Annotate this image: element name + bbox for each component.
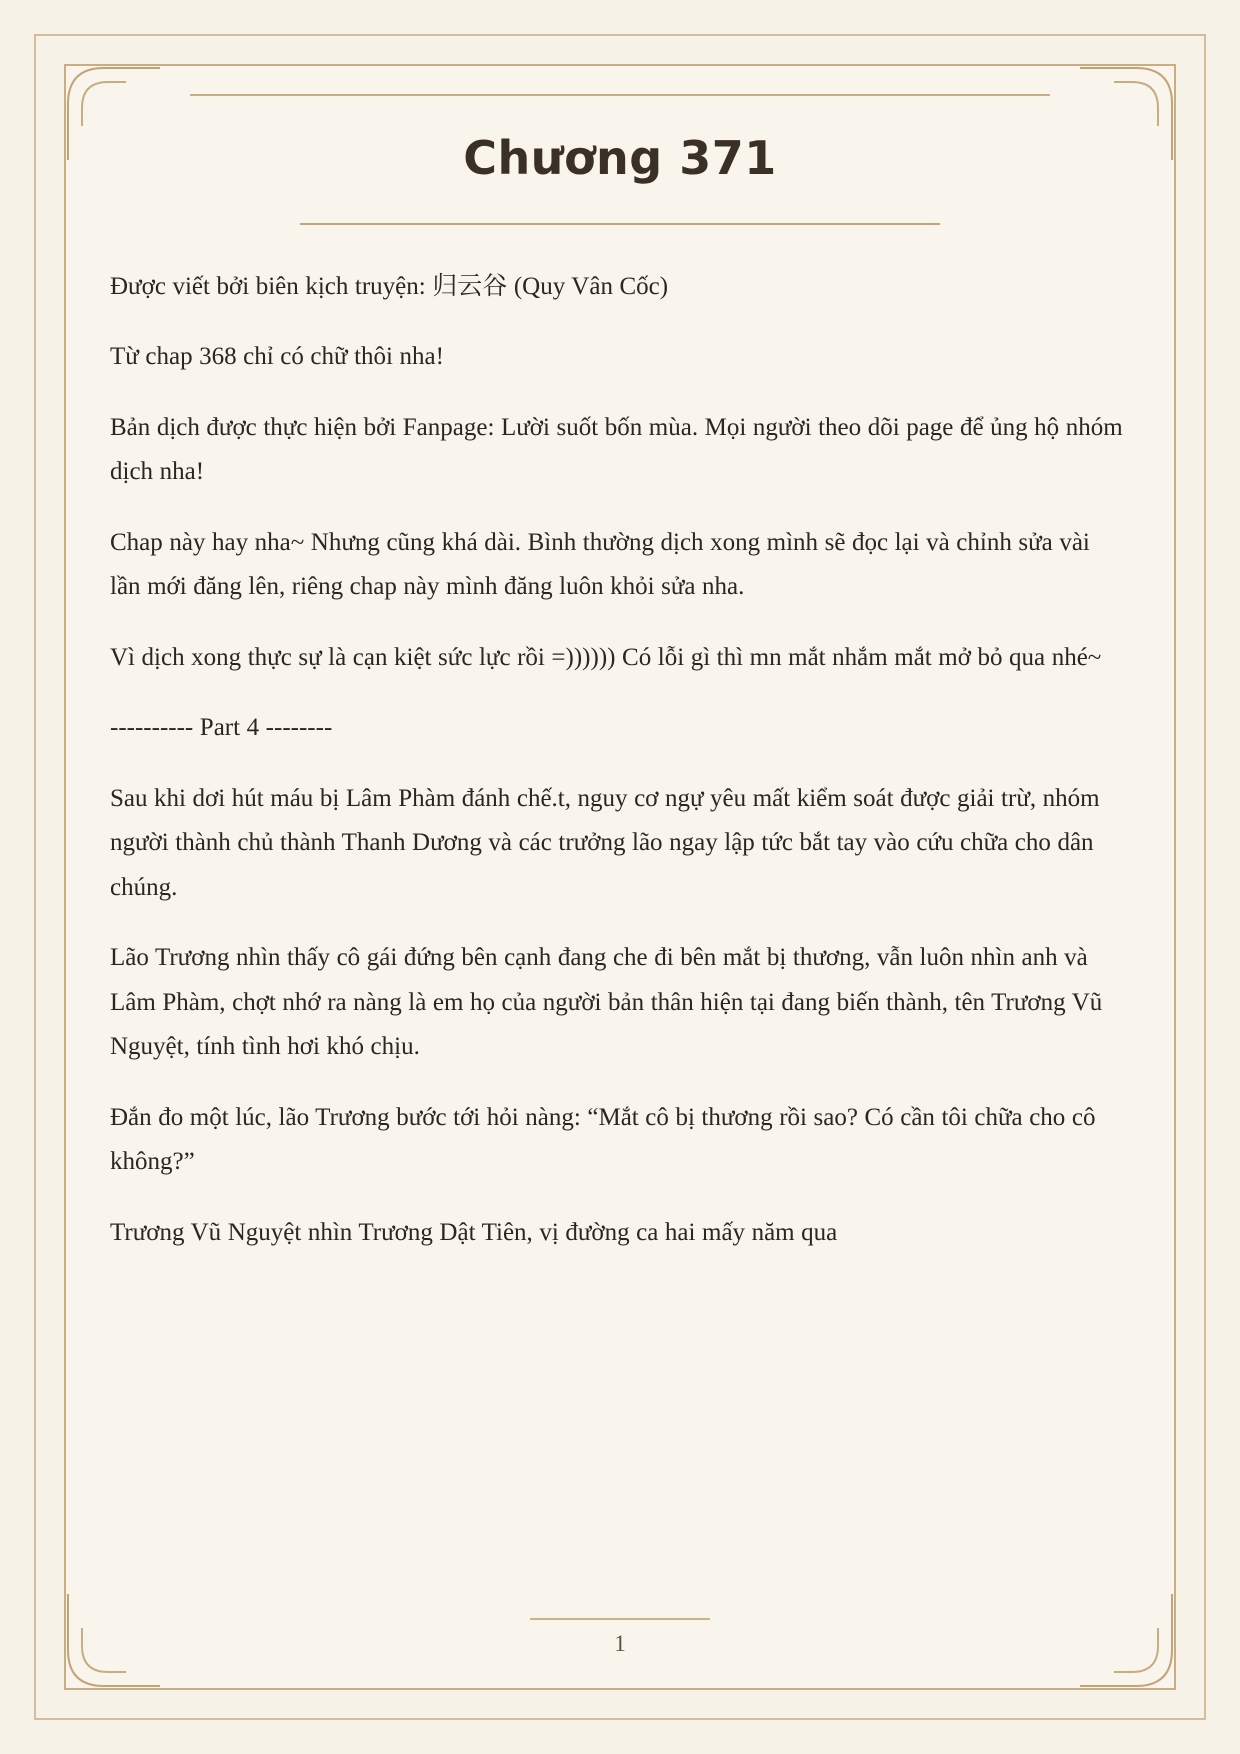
paragraph-note-textonly: Từ chap 368 chỉ có chữ thôi nha! bbox=[110, 343, 444, 371]
footer-rule bbox=[530, 1618, 710, 1620]
paragraph-apology: Vì dịch xong thực sự là cạn kiệt sức lực rồi =)))))) Có lỗi gì thì mn mắt nhắm mắt mở bỏ qua nhé~ bbox=[110, 643, 1102, 671]
header-rule bbox=[190, 94, 1050, 96]
page-title: Chương 371 bbox=[463, 131, 777, 185]
paragraph-credit: Được viết bởi biên kịch truyện: 归云谷 (Quy Vân Cốc) bbox=[110, 272, 669, 300]
page-footer bbox=[108, 1618, 1132, 1658]
part-separator: ---------- Part 4 -------- bbox=[110, 714, 333, 742]
paragraph-story-2: Lão Trương nhìn thấy cô gái đứng bên cạnh đang che đi bên mắt bị thương, vẫn luôn nhìn anh và Lâm Phàm, chợt nhớ ra nàng là em họ của người bản thân hiện tại đang biến thành, tên Trương Vũ Nguyệt, tính tình hơi khó chịu. bbox=[110, 944, 1103, 1061]
paragraph-fanpage: Bản dịch được thực hiện bởi Fanpage: Lười suốt bốn mùa. Mọi người theo dõi page để ủng hộ nhóm dịch nha! bbox=[110, 413, 1123, 486]
title-underline-rule bbox=[300, 223, 940, 225]
paragraph-story-1: Sau khi dơi hút máu bị Lâm Phàm đánh chế.t, nguy cơ ngự yêu mất kiểm soát được giải trừ, nhóm người thành chủ thành Thanh Dương và các trưởng lão ngay lập tức bắt tay vào cứu chữa cho dân chúng. bbox=[110, 784, 1100, 901]
page-number: 1 bbox=[614, 1631, 626, 1657]
page-content bbox=[108, 86, 1132, 1255]
paragraph-story-4: Trương Vũ Nguyệt nhìn Trương Dật Tiên, vị đường ca hai mấy năm qua bbox=[110, 1218, 838, 1246]
paragraph-chapter-note: Chap này hay nha~ Nhưng cũng khá dài. Bình thường dịch xong mình sẽ đọc lại và chỉnh sửa vài lần mới đăng lên, riêng chap này mình đăng luôn khỏi sửa nha. bbox=[110, 528, 1090, 601]
body-text bbox=[108, 265, 1132, 1256]
paragraph-story-3: Đắn đo một lúc, lão Trương bước tới hỏi nàng: “Mắt cô bị thương rồi sao? Có cần tôi chữa cho cô không?” bbox=[110, 1103, 1096, 1176]
